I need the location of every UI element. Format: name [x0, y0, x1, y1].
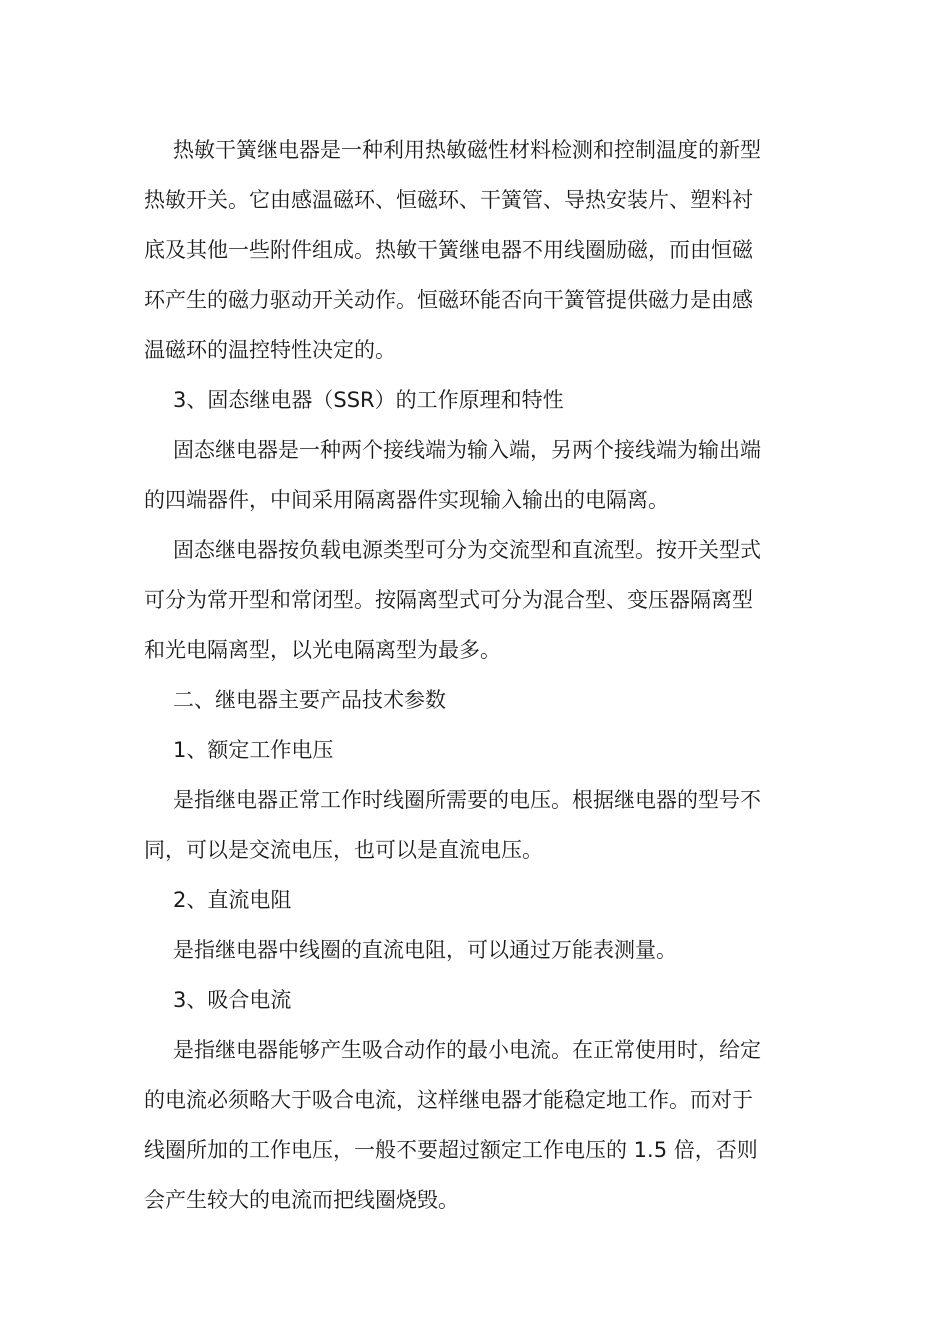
text-line: 会产生较大的电流而把线圈烧毁。 — [144, 1188, 459, 1212]
text-line: 是指继电器中线圈的直流电阻，可以通过万能表测量。 — [173, 938, 677, 962]
text-line: 温磁环的温控特性决定的。 — [144, 338, 396, 362]
text-line: 的电流必须略大于吸合电流，这样继电器才能稳定地工作。而对于 — [144, 1088, 753, 1112]
text-line: 可分为常开型和常闭型。按隔离型式可分为混合型、变压器隔离型 — [144, 588, 753, 612]
text-line: 的四端器件，中间采用隔离器件实现输入输出的电隔离。 — [144, 488, 669, 512]
subsection-heading: 2、直流电阻 — [173, 888, 292, 912]
text-line: 热敏开关。它由感温磁环、恒磁环、干簧管、导热安装片、塑料衬 — [144, 188, 753, 212]
text-line: 同，可以是交流电压，也可以是直流电压。 — [144, 838, 543, 862]
subsection-heading: 3、吸合电流 — [173, 988, 292, 1012]
section-heading: 3、固态继电器（SSR）的工作原理和特性 — [173, 388, 564, 412]
document-body — [144, 125, 808, 1225]
text-line: 固态继电器按负载电源类型可分为交流型和直流型。按开关型式 — [173, 538, 761, 562]
text-line: 线圈所加的工作电压，一般不要超过额定工作电压的 1.5 倍，否则 — [144, 1138, 758, 1162]
subsection-heading: 1、额定工作电压 — [173, 738, 334, 762]
text-line: 固态继电器是一种两个接线端为输入端，另两个接线端为输出端 — [173, 438, 761, 462]
text-line: 环产生的磁力驱动开关动作。恒磁环能否向干簧管提供磁力是由感 — [144, 288, 753, 312]
text-line: 和光电隔离型，以光电隔离型为最多。 — [144, 638, 501, 662]
section-heading: 二、继电器主要产品技术参数 — [173, 688, 446, 712]
text-line: 热敏干簧继电器是一种利用热敏磁性材料检测和控制温度的新型 — [173, 138, 761, 162]
text-line: 是指继电器能够产生吸合动作的最小电流。在正常使用时，给定 — [173, 1038, 761, 1062]
text-line: 底及其他一些附件组成。热敏干簧继电器不用线圈励磁，而由恒磁 — [144, 238, 753, 262]
text-line: 是指继电器正常工作时线圈所需要的电压。根据继电器的型号不 — [173, 788, 761, 812]
